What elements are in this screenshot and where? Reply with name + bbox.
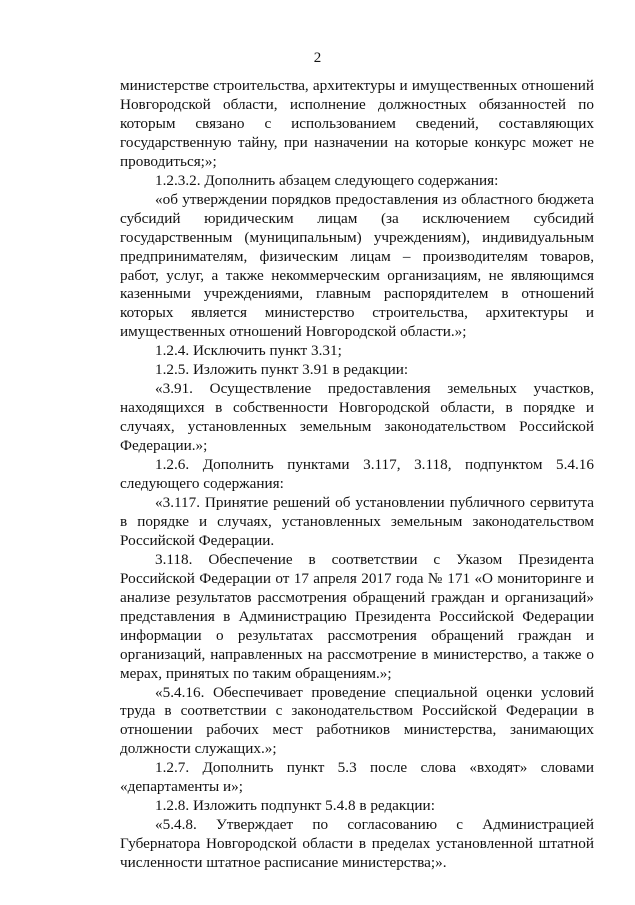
paragraph-1-2-6: 1.2.6. Дополнить пунктами 3.117, 3.118, подпунктом 5.4.16 следующего содержания: [120, 456, 594, 493]
paragraph-1-2-4: 1.2.4. Исключить пункт 3.31; [155, 342, 342, 360]
paragraph-3-117: «3.117. Принятие решений об установлении публичного сервитута в порядке и случаях, установленных земельным законодательством Российской Федерации. [120, 493, 594, 549]
document-body [120, 77, 594, 873]
paragraph-1-2-7: 1.2.7. Дополнить пункт 5.3 после слова «входят» словами «департаменты и»; [120, 759, 594, 796]
paragraph-5-4-16: «5.4.16. Обеспечивает проведение специальной оценки условий труда в соответствии с законодательством Российской Федерации в отношении рабочих мест работников министерства, занимающих должности служащих.»; [120, 683, 594, 758]
paragraph-1-2-5: 1.2.5. Изложить пункт 3.91 в редакции: [155, 361, 409, 379]
paragraph-continuation: министерстве строительства, архитектуры и имущественных отношений Новгородской области, исполнение должностных обязанностей по которым связано с использованием сведений, составляющих государственную тайну, при назначении на которые конкурс может не проводиться;»; [120, 77, 594, 170]
paragraph-subsidies-quote: «об утверждении порядков предоставления из областного бюджета субсидий юридическим лицам (за исключением субсидий государственным (муниципальным) учреждениям), индивидуальным предпринимателям, физическим лицам – производителям товаров, работ, услуг, а также некоммерческим организациям, не являющимся казенными учреждениями, главным распорядителем в отношений которых является министерство строительства, архитектуры и имущественных отношений Новгородской области.»; [120, 190, 594, 341]
page-number: 2 [313, 50, 322, 66]
paragraph-1-2-3-2: 1.2.3.2. Дополнить абзацем следующего содержания: [155, 171, 499, 189]
paragraph-3-118: 3.118. Обеспечение в соответствии с Указом Президента Российской Федерации от 17 апреля 2017 года № 171 «О мониторинге и анализе результатов рассмотрения обращений граждан и организаций» представления в Администрацию Президента Российской Федерации информации о результатах рассмотрения обращений граждан и организаций, направленных на рассмотрение в министерство, а также о мерах, принятых по таким обращениям.»; [120, 550, 594, 682]
paragraph-5-4-8: «5.4.8. Утверждает по согласованию с Администрацией Губернатора Новгородской области в пределах установленной штатной численности штатное расписание министерства;». [120, 816, 594, 872]
paragraph-1-2-8: 1.2.8. Изложить подпункт 5.4.8 в редакции: [155, 797, 435, 815]
paragraph-3-91: «3.91. Осуществление предоставления земельных участков, находящихся в собственности Новгородской области, в порядке и случаях, установленных земельным законодательством Российской Федерации.»; [120, 380, 594, 455]
